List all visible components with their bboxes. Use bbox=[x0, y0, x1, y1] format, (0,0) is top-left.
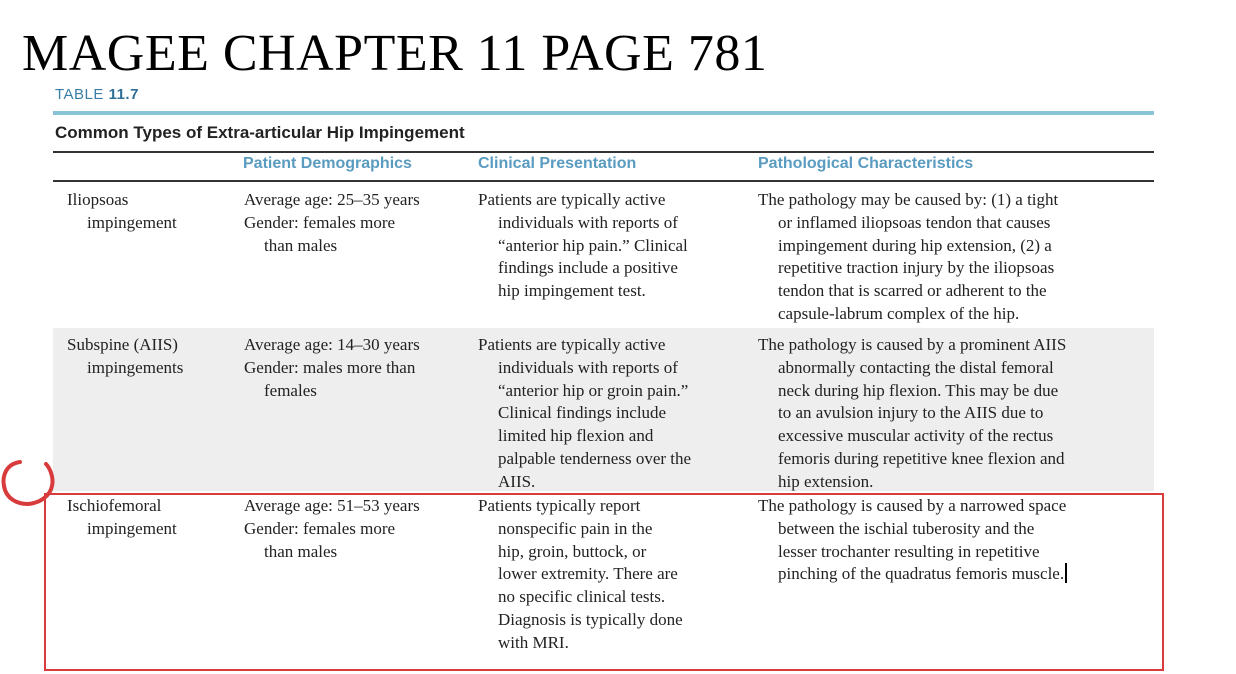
row-2-pathology-line: hip extension. bbox=[778, 471, 874, 491]
row-3-demographics-line: Gender: females more bbox=[244, 518, 396, 538]
header-bottom-rule bbox=[53, 180, 1154, 182]
row-2-presentation-line: limited hip flexion and bbox=[498, 426, 654, 446]
row-1-pathology-line: or inflamed iliopsoas tendon that causes bbox=[778, 212, 1051, 232]
row-2-pathology-line: excessive muscular activity of the rectus bbox=[778, 426, 1054, 446]
row-3-type-line: impingement bbox=[87, 518, 177, 538]
row-3-demographics-line: Average age: 51–53 years bbox=[244, 496, 420, 515]
row-2-presentation bbox=[478, 334, 691, 494]
row-1-pathology-line: capsule-labrum complex of the hip. bbox=[778, 303, 1020, 323]
header-demographics: Patient Demographics bbox=[243, 155, 412, 172]
row-1-type-line: impingement bbox=[87, 212, 177, 232]
row-3-presentation-line: nonspecific pain in the bbox=[498, 518, 653, 538]
row-1-type-line: Iliopsoas bbox=[67, 190, 129, 209]
row-1-presentation-line: “anterior hip pain.” Clinical bbox=[498, 235, 688, 255]
row-2-pathology-line: femoris during repetitive knee flexion and bbox=[778, 448, 1065, 468]
row-1-pathology-line: The pathology may be caused by: (1) a tight bbox=[758, 190, 1059, 209]
row-2-pathology bbox=[758, 334, 1066, 494]
row-3-presentation-line: Diagnosis is typically done bbox=[498, 609, 683, 629]
row-2-demographics-line: females bbox=[264, 380, 317, 400]
row-1-presentation-line: individuals with reports of bbox=[498, 212, 678, 232]
row-2-type-line: Subspine (AIIS) bbox=[67, 335, 178, 354]
row-3-pathology-last-text: pinching of the quadratus femoris muscle. bbox=[778, 564, 1065, 584]
row-2-presentation-line: Patients are typically active bbox=[478, 335, 666, 354]
row-1-presentation-line: hip impingement test. bbox=[498, 281, 646, 301]
row-3-pathology-line: The pathology is caused by a narrowed space bbox=[758, 496, 1067, 515]
row-2-pathology-line: to an avulsion injury to the AIIS due to bbox=[778, 403, 1044, 423]
header-pathology: Pathological Characteristics bbox=[758, 155, 974, 172]
row-1-pathology-line: repetitive traction injury by the iliopsoas bbox=[778, 258, 1055, 278]
row-3-presentation-line: hip, groin, buttock, or bbox=[498, 541, 647, 561]
table-label-number: 11.7 bbox=[108, 86, 139, 103]
row-2-presentation-line: AIIS. bbox=[498, 471, 536, 491]
row-2-demographics-line: Gender: males more than bbox=[244, 357, 416, 377]
row-3-presentation-line: no specific clinical tests. bbox=[498, 587, 666, 607]
row-3-demographics-line: than males bbox=[264, 541, 338, 561]
row-2-pathology-line: abnormally contacting the distal femoral bbox=[778, 357, 1054, 377]
row-2-presentation-line: palpable tenderness over the bbox=[498, 448, 692, 468]
row-3-presentation-line: with MRI. bbox=[498, 632, 569, 652]
row-3-presentation-line: Patients typically report bbox=[478, 496, 641, 515]
highlight-rectangle bbox=[44, 493, 1164, 671]
row-2-type-line: impingements bbox=[87, 357, 184, 377]
row-1-demographics bbox=[244, 189, 420, 257]
row-1-demographics-line: Gender: females more bbox=[244, 212, 396, 232]
header-top-rule bbox=[53, 151, 1154, 153]
row-2-presentation-line: “anterior hip or groin pain.” bbox=[498, 380, 689, 400]
table-top-rule bbox=[53, 111, 1154, 115]
row-1-presentation-line: findings include a positive bbox=[498, 258, 678, 278]
row-1-presentation bbox=[478, 189, 688, 303]
row-3-presentation-line: lower extremity. There are bbox=[498, 564, 678, 584]
row-1-pathology-line: tendon that is scarred or adherent to the bbox=[778, 281, 1047, 301]
row-2-presentation-line: Clinical findings include bbox=[498, 403, 667, 423]
header-presentation: Clinical Presentation bbox=[478, 155, 637, 172]
row-3-pathology-line: between the ischial tuberosity and the bbox=[778, 518, 1035, 538]
row-1-pathology-line: impingement during hip extension, (2) a bbox=[778, 235, 1052, 255]
row-1-type bbox=[67, 189, 177, 235]
pen-annotation-mark bbox=[0, 456, 60, 512]
row-2-demographics-line: Average age: 14–30 years bbox=[244, 335, 420, 354]
row-2-demographics bbox=[244, 334, 420, 402]
row-2-type bbox=[67, 334, 183, 380]
row-3-pathology-line: lesser trochanter resulting in repetitive bbox=[778, 541, 1040, 561]
table-label-word: TABLE bbox=[55, 86, 104, 103]
row-1-presentation-line: Patients are typically active bbox=[478, 190, 666, 209]
row-1-demographics-line: than males bbox=[264, 235, 338, 255]
slide-title: MAGEE CHAPTER 11 PAGE 781 bbox=[22, 25, 768, 82]
row-2-pathology-line: The pathology is caused by a prominent AIIS bbox=[758, 335, 1067, 354]
row-1-demographics-line: Average age: 25–35 years bbox=[244, 190, 420, 209]
table-label bbox=[55, 86, 139, 103]
row-2-pathology-line: neck during hip flexion. This may be due bbox=[778, 380, 1059, 400]
row-3-type-line: Ischiofemoral bbox=[67, 496, 162, 515]
row-1-pathology bbox=[758, 189, 1058, 326]
row-2-presentation-line: individuals with reports of bbox=[498, 357, 678, 377]
table-caption: Common Types of Extra-articular Hip Impingement bbox=[55, 123, 465, 142]
